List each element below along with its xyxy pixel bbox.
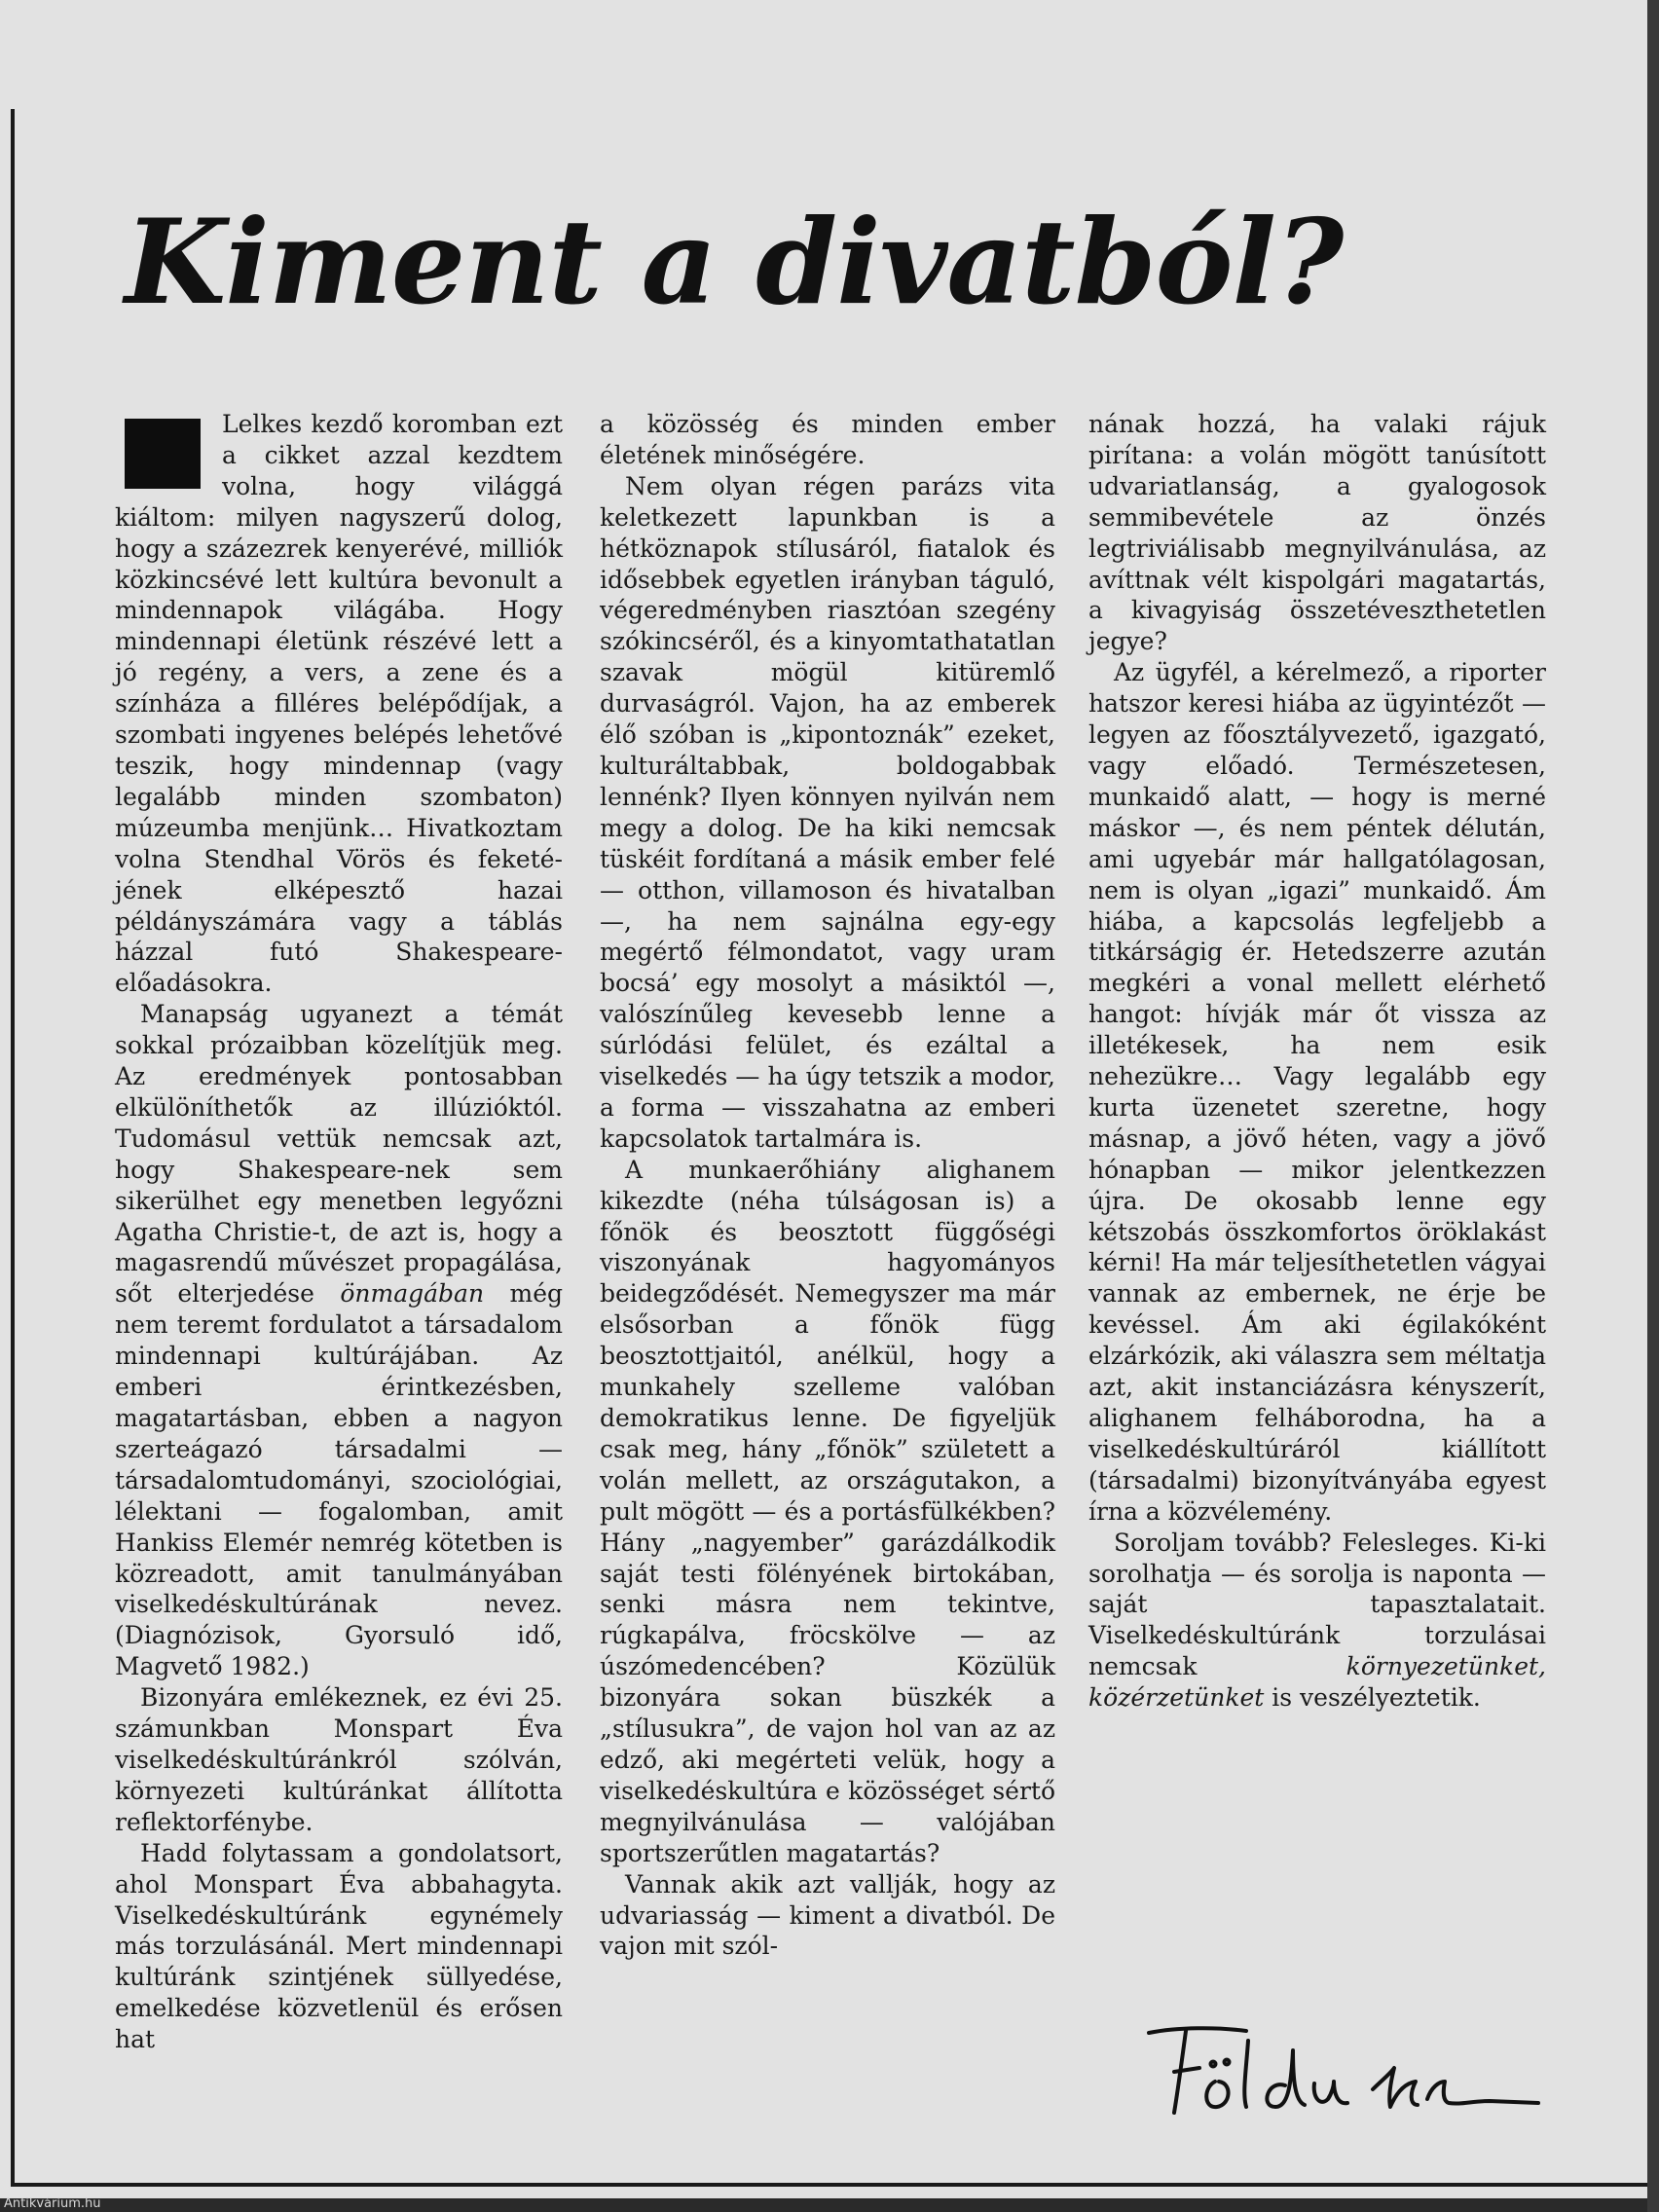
paragraph: Lelkes kezdő koromban ezt a cikket azzal kezdtem volna, hogy világgá kiáltom: milyen nagyszerű dolog, hogy a százezrek kenyerévé, milliók közkincsévé lett kultúra bevonult a mindennapok világába. Hogy mindennapi életünk részévé lett a jó regény, a vers, a zene és a színháza a filléres belépődíjak, a szombati ingyenes belépés lehetővé teszik, hogy mindennap (vagy legalább minden szombaton) múzeumba menjünk… Hivatkoztam volna Stendhal Vörös és feketé-jének elképesztő hazai példányszámára vagy a táblás házzal futó Shakespeare-előadásokra. bbox=[115, 410, 563, 998]
text-run: még nem teremt fordulatot a társadalom mindennapi kultúrájában. Az emberi érintkezésben, magatartásban, ebben a nagyon szerteágazó társadalmi — társadalomtudományi, szociológiai, lélektani — fogalomban, amit Hankiss Elemér nemrég kötetben is közreadott, amit tanulmányában viselkedéskultúrának nevez. (Diagnózisok, Gyorsuló idő, Magvető 1982.) bbox=[115, 1279, 564, 1681]
text-column-1 bbox=[115, 409, 563, 2055]
paragraph: Vannak akik azt vallják, hogy az udvariasság — kiment a divatból. De vajon mit szól- bbox=[600, 1869, 1055, 1961]
text-column-3 bbox=[1088, 409, 1546, 1714]
paragraph: Az ügyfél, a kérelmező, a riporter hatszor keresi hiába az ügyintézőt — legyen az főosztályvezető, igazgató, vagy előadó. Természetesen, munkaidő alatt, — hogy is merné máskor —, és nem péntek délután, ami ugyebár már hallgatólagosan, nem is olyan „igazi” munkaidő. Ám hiába, a kapcsolás legfeljebb a titkárságig ér. Hetedszerre azután megkéri a vonal mellett elérhető hangot: hívják már őt vissza az illetékesek, ha nem esik nehezükre… Vagy legalább egy kurta üzenetet szeretne, hogy másnap, a jövő héten, vagy a jövő hónapban — mikor jelentkezzen újra. De okosabb lenne egy kétszobás összkomfortos öröklakást kérni! Ha már teljesíthetetlen vágyai vannak az embernek, ne érje be kevéssel. Ám aki égilakóként elzárkózik, aki válaszra sem méltatja azt, akit instanciázásra kényszerít, alighanem felháborodna, ha a viselkedéskultúráról kiállított (társadalmi) bizonyítványába egyest írna a közvélemény. bbox=[1088, 658, 1546, 1526]
paragraph: nának hozzá, ha valaki rájuk pirítana: a volán mögött tanúsított udvariatlanság, a gyalogosok semmibevétele az önzés legtriviálisabb megnyilvánulása, az avíttnak vélt kispolgári magatartás, a kivagyiság összetéveszthetetlen jegye? bbox=[1088, 410, 1546, 656]
author-signature-icon bbox=[1139, 2011, 1548, 2128]
paragraph bbox=[115, 999, 563, 1682]
watermark-text: Antikvárium.hu bbox=[4, 2196, 101, 2211]
black-square-marker-icon bbox=[125, 419, 201, 489]
paragraph: A munkaerőhiány alighanem kikezdte (néha túlságosan is) a főnök és beosztott függőségi viszonyának hagyományos beidegződését. Nemegyszer ma már elsősorban a főnök függ beosztottjaitól, anélkül, hogy a munkahely szelleme valóban demokratikus lenne. De figyeljük csak meg, hány „főnök” született a volán mellett, az országutakon, a pult mögött — és a portásfülkékben? Hány „nagyember” garázdálkodik saját testi fölényének birtokában, senki másra nem tekintve, rúgkapálva, fröcskölve — az úszómedencében? Közülük bizonyára sokan büszkék a „stílusukra”, de vajon hol van az az edző, aki megérteti velük, hogy a viselkedéskultúra e közösséget sértő megnyilvánulása — valójában sportszerűtlen magatartás? bbox=[600, 1155, 1055, 1867]
paragraph: a közösség és minden ember életének minőségére. bbox=[600, 410, 1055, 469]
italic-text: környezetünket, közérzetünket bbox=[1088, 1652, 1546, 1713]
text-column-2 bbox=[600, 409, 1055, 1962]
text-run: is veszélyeztetik. bbox=[1264, 1683, 1481, 1713]
text-run: Manapság ugyanezt a témát sokkal prózaibban közelítjük meg. Az eredmények pontosabban elkülöníthetők az illúzióktól. Tudomásul vettük nemcsak azt, hogy Shakespeare-nek sem sikerülhet egy menetben legyőzni Agatha Christie-t, de azt is, hogy a magasrendű művészet propagálása, sőt elterjedése bbox=[115, 1000, 563, 1309]
left-border-rule bbox=[11, 109, 15, 2185]
paragraph bbox=[1088, 1528, 1546, 1714]
article-title: Kiment a divatból? bbox=[125, 194, 1344, 331]
paragraph: Hadd folytassam a gondolatsort, ahol Monspart Éva abbahagyta. Viselkedéskultúránk egynémely más torzulásánál. Mert mindennapi kultúránk szintjének süllyedése, emelkedése közvetlenül és erősen hat bbox=[115, 1838, 563, 2054]
page-edge bbox=[1647, 0, 1659, 2212]
italic-text: önmagában bbox=[340, 1279, 485, 1309]
text-run: Soroljam tovább? Felesleges. Ki-ki sorolhatja — és sorolja is naponta — saját tapasztalatait. Viselkedéskultúránk torzulásai nemcsak bbox=[1088, 1528, 1546, 1681]
bottom-border-rule bbox=[11, 2183, 1647, 2187]
paragraph: Bizonyára emlékeznek, ez évi 25. számunkban Monspart Éva viselkedéskultúránkról szólván, környezeti kultúránkat állította reflektorfénybe. bbox=[115, 1683, 563, 1836]
paragraph: Nem olyan régen parázs vita keletkezett lapunkban is a hétköznapok stílusáról, fiatalok és idősebbek egyetlen irányban táguló, végeredményben riasztóan szegény szókincséről, és a kinyomtathatatlan szavak mögül kitüremlő durvaságról. Vajon, ha az emberek élő szóban is „kipontoznák” ezeket, kulturáltabbak, boldogabbak lennénk? Ilyen könnyen nyilván nem megy a dolog. De ha kiki nemcsak tüskéit fordítaná a másik ember felé — otthon, villamoson és hivatalban —, ha nem sajnálna egy-egy megértő félmondatot, vagy uram bocsá’ egy mosolyt a másiktól —, valószínűleg kevesebb lenne a súrlódási felület, és ezáltal a viselkedés — ha úgy tetszik a modor, a forma — visszahatna az emberi kapcsolatok tartalmára is. bbox=[600, 471, 1055, 1153]
